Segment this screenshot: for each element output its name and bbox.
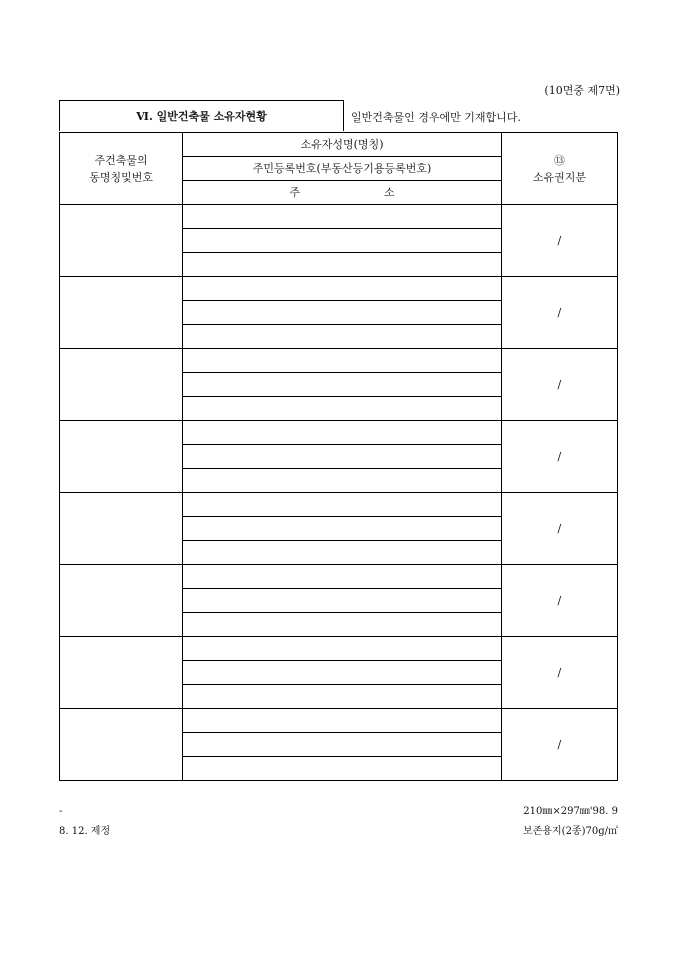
header-building-line-1: 주건축물의 bbox=[94, 153, 148, 167]
table-row bbox=[60, 205, 618, 229]
address-cell[interactable] bbox=[183, 613, 502, 637]
owner-table bbox=[59, 132, 618, 781]
header-share-label: 소유권지분 bbox=[532, 170, 586, 184]
address-cell[interactable] bbox=[183, 469, 502, 493]
share-cell[interactable]: / bbox=[501, 277, 617, 349]
owner-name-cell[interactable] bbox=[183, 421, 502, 445]
address-cell[interactable] bbox=[183, 253, 502, 277]
footer-left bbox=[59, 802, 110, 842]
building-name-cell[interactable] bbox=[60, 349, 183, 421]
share-cell[interactable]: / bbox=[501, 205, 617, 277]
building-name-cell[interactable] bbox=[60, 421, 183, 493]
address-cell[interactable] bbox=[183, 541, 502, 565]
building-name-cell[interactable] bbox=[60, 493, 183, 565]
footer-right bbox=[523, 802, 618, 842]
table-row bbox=[60, 277, 618, 301]
owner-status-form bbox=[59, 100, 618, 781]
registration-number-cell[interactable] bbox=[183, 661, 502, 685]
owner-name-cell[interactable] bbox=[183, 565, 502, 589]
registration-number-cell[interactable] bbox=[183, 517, 502, 541]
header-share bbox=[501, 133, 617, 205]
header-owner-name: 소유자성명(명칭) bbox=[183, 133, 502, 157]
header-row bbox=[60, 133, 618, 157]
registration-number-cell[interactable] bbox=[183, 301, 502, 325]
header-building-line-2: 동명칭및번호 bbox=[89, 170, 153, 184]
owner-name-cell[interactable] bbox=[183, 709, 502, 733]
title-row bbox=[59, 100, 618, 132]
header-address-a: 주 bbox=[289, 186, 300, 199]
building-name-cell[interactable] bbox=[60, 277, 183, 349]
footer-dash: - bbox=[59, 806, 63, 817]
footer-enactment: 8. 12. 제정 bbox=[59, 826, 111, 837]
building-name-cell[interactable] bbox=[60, 637, 183, 709]
owner-name-cell[interactable] bbox=[183, 637, 502, 661]
share-cell[interactable]: / bbox=[501, 349, 617, 421]
table-row bbox=[60, 493, 618, 517]
header-building bbox=[60, 133, 183, 205]
page-number: (10면중 제7면) bbox=[544, 84, 620, 97]
address-cell[interactable] bbox=[183, 397, 502, 421]
circle-13-icon: ⑬ bbox=[553, 153, 565, 167]
footer-paper-size: 210㎜×297㎜'98. 9 bbox=[523, 806, 618, 817]
owner-name-cell[interactable] bbox=[183, 493, 502, 517]
share-cell[interactable]: / bbox=[501, 565, 617, 637]
building-name-cell[interactable] bbox=[60, 205, 183, 277]
share-cell[interactable]: / bbox=[501, 637, 617, 709]
building-name-cell[interactable] bbox=[60, 709, 183, 781]
owner-name-cell[interactable] bbox=[183, 205, 502, 229]
section-note: 일반건축물인 경우에만 기재합니다. bbox=[351, 111, 521, 124]
footer-paper-type: 보존용지(2종)70g/㎡ bbox=[523, 826, 618, 837]
registration-number-cell[interactable] bbox=[183, 229, 502, 253]
registration-number-cell[interactable] bbox=[183, 733, 502, 757]
registration-number-cell[interactable] bbox=[183, 373, 502, 397]
table-row bbox=[60, 637, 618, 661]
header-address bbox=[183, 181, 502, 205]
address-cell[interactable] bbox=[183, 757, 502, 781]
share-cell[interactable]: / bbox=[501, 493, 617, 565]
owner-name-cell[interactable] bbox=[183, 349, 502, 373]
table-row bbox=[60, 565, 618, 589]
registration-number-cell[interactable] bbox=[183, 589, 502, 613]
table-row bbox=[60, 421, 618, 445]
table-row bbox=[60, 349, 618, 373]
header-address-b: 소 bbox=[384, 186, 395, 199]
section-title: Ⅵ. 일반건축물 소유자현황 bbox=[59, 100, 344, 131]
share-cell[interactable]: / bbox=[501, 421, 617, 493]
share-cell[interactable]: / bbox=[501, 709, 617, 781]
address-cell[interactable] bbox=[183, 685, 502, 709]
owner-name-cell[interactable] bbox=[183, 277, 502, 301]
header-registration: 주민등록번호(부동산등기용등록번호) bbox=[183, 157, 502, 181]
building-name-cell[interactable] bbox=[60, 565, 183, 637]
registration-number-cell[interactable] bbox=[183, 445, 502, 469]
table-row bbox=[60, 709, 618, 733]
address-cell[interactable] bbox=[183, 325, 502, 349]
